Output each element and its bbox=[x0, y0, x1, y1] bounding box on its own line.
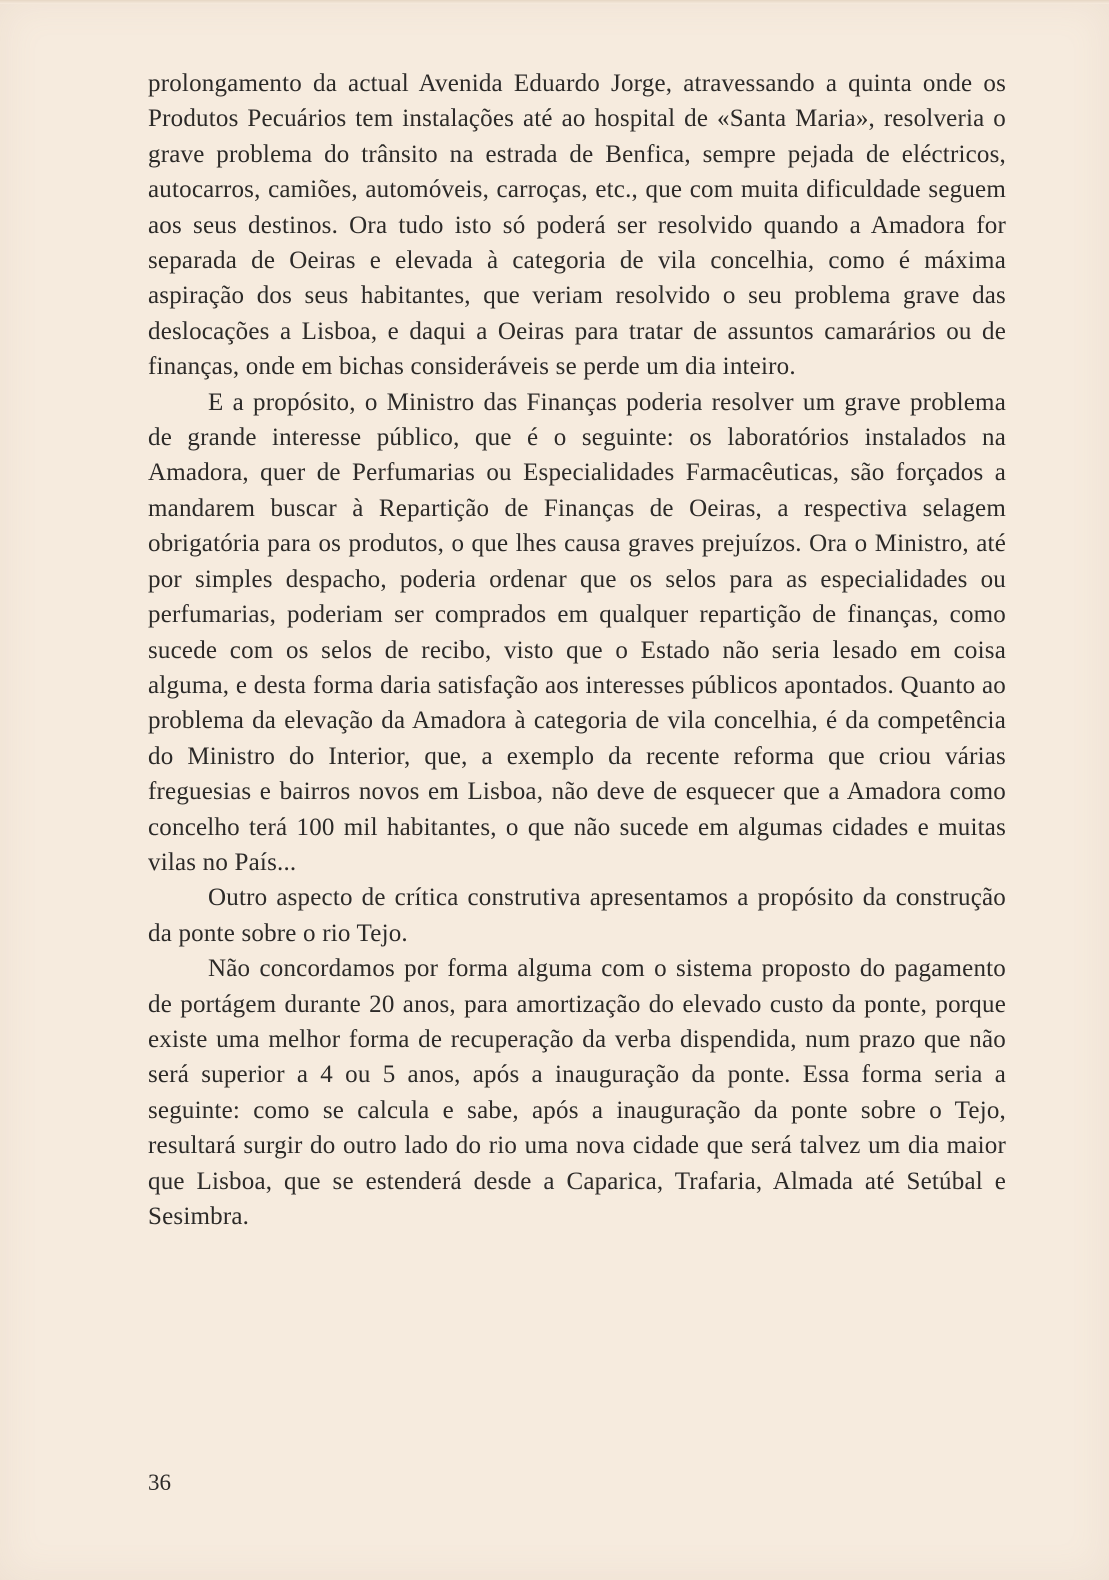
page-top-edge bbox=[0, 0, 1109, 4]
paragraph-critica-construtiva: Outro aspecto de crítica construtiva apresentamos a propósito da construção da ponte sobre o rio Tejo. bbox=[148, 884, 1006, 947]
paragraph-ministro-financas: E a propósito, o Ministro das Finanças poderia resolver um grave problema de grande interesse público, que é o seguinte: os laboratórios instalados na Amadora, quer de Perfumarias ou Especialidades Farmacêuticas, são forçados a mandarem buscar à Repartição de Finanças de Oeiras, a respectiva selagem obrigatória para os produtos, o que lhes causa graves prejuízos. Ora o Ministro, até por simples despacho, poderia ordenar que os selos para as especialidades ou perfumarias, poderiam ser comprados em qualquer repartição de finanças, como sucede com os selos de recibo, visto que o Estado não seria lesado em coisa alguma, e desta forma daria satisfação aos interesses públicos apontados. Quanto ao problema da elevação da Amadora à categoria de vila concelhia, é da competência do Ministro do Interior, que, a exemplo da recente reforma que criou várias freguesias e bairros novos em Lisboa, não deve de esquecer que a Amadora como concelho terá 100 mil habitantes, o que não sucede em algumas cidades e muitas vilas no País... bbox=[148, 388, 1006, 876]
body-text bbox=[148, 66, 1006, 1234]
paragraph-portagem: Não concordamos por forma alguma com o sistema proposto do pagamento de portágem durante 20 anos, para amortização do elevado custo da ponte, porque existe uma melhor forma de recuperação da verba dispendida, num prazo que não será superior a 4 ou 5 anos, após a inauguração da ponte. Essa forma seria a seguinte: como se calcula e sabe, após a inauguração da ponte sobre o Tejo, resultará surgir do outro lado do rio uma nova cidade que será talvez um dia maior que Lisboa, que se estenderá desde a Caparica, Trafaria, Almada até Setúbal e Sesimbra. bbox=[148, 955, 1006, 1230]
paragraph-continuation: prolongamento da actual Avenida Eduardo Jorge, atravessando a quinta onde os Produtos Pecuários tem instalações até ao hospital de «Santa Maria», resolveria o grave problema do trânsito na estrada de Benfica, sempre pejada de eléctricos, autocarros, camiões, automóveis, carroças, etc., que com muita dificuldade seguem aos seus destinos. Ora tudo isto só poderá ser resolvido quando a Amadora for separada de Oeiras e elevada à categoria de vila concelhia, como é máxima aspiração dos seus habitantes, que veriam resolvido o seu problema grave das deslocações a Lisboa, e daqui a Oeiras para tratar de assuntos camarários ou de finanças, onde em bichas consideráveis se perde um dia inteiro. bbox=[148, 70, 1006, 381]
page-number: 36 bbox=[148, 1470, 171, 1495]
